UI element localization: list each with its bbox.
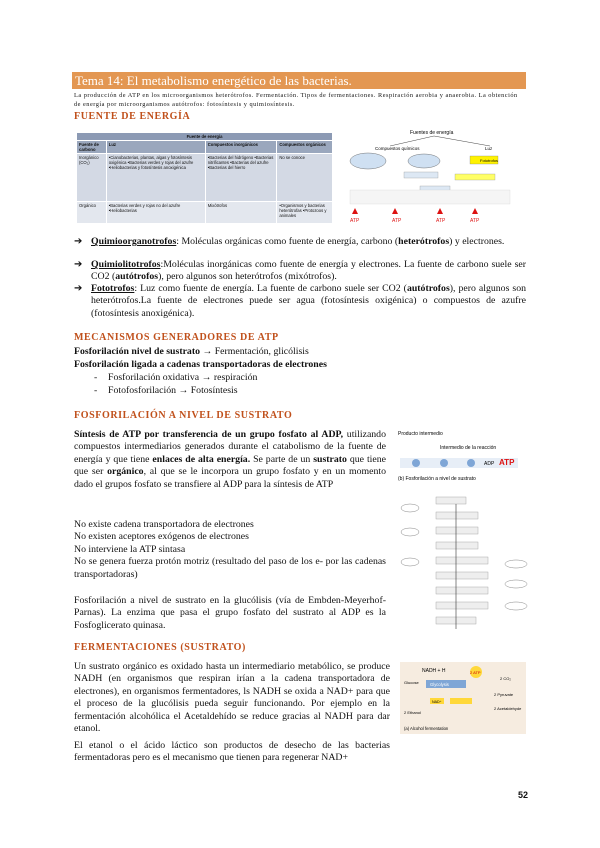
bullet-term: Fototrofos [91, 283, 135, 294]
atp-label: 2 ATP [470, 670, 481, 675]
table-cell: •Bacterias verdes y rojas no del azufre •Heliobacterias [106, 202, 205, 224]
table-cell: Orgánico [77, 202, 107, 224]
section-fermentaciones: FERMENTACIONES (SUSTRATO) [74, 642, 246, 653]
bullet-text: ) y electrones. [449, 236, 505, 247]
fosfo-paragraph [74, 429, 386, 491]
bullet-item [74, 236, 526, 248]
diagram-top-label: Fuentes de energía [410, 130, 454, 136]
fermentation-diagram [400, 662, 526, 734]
fosfo-text: Se parte de un [250, 453, 314, 465]
section-fosforilacion: FOSFORILACIÓN A NIVEL DE SUSTRATO [74, 410, 293, 421]
fosfo-line: No se genera fuerza protón motriz (resultado del paso de los e- por las cadenas transportadoras) [74, 556, 386, 580]
mecanismos-sub-text: Fotofosforilación → Fotosíntesis [108, 385, 238, 396]
table-cell: No se conoce [277, 154, 333, 202]
pyruvate-label: 2 Pyruvate [494, 692, 514, 697]
mecanismos-line [74, 359, 526, 371]
bullet-bold: heterótrofos [398, 236, 450, 247]
fosfo-text: que tiene que ser [74, 453, 386, 478]
bullet-term: Quimioorganotrofos [91, 236, 177, 247]
table-cell: •Organismos y bacterias heterótrofas •Protozoos y animales [277, 202, 333, 224]
bullet-item [74, 259, 526, 284]
diagram-left-label: Compuestos químicos [375, 146, 420, 151]
table-header: Fuente de carbono [77, 141, 107, 154]
page-title: Tema 14: El metabolismo energético de las bacterias. [75, 73, 352, 88]
title-bar [72, 72, 526, 89]
atp-label: ATP [350, 218, 360, 224]
fosfo-bold: orgánico [107, 466, 144, 478]
bullet-text: : Moléculas orgánicas como fuente de energía, carbono ( [176, 236, 399, 247]
table-header: Compuestos inorgánicos [205, 141, 277, 154]
atp-label: ATP [499, 458, 515, 467]
bullet-item [74, 283, 526, 320]
arrow-icon: ➔ [74, 236, 83, 247]
diagram-right-label: Luz [485, 146, 493, 151]
table-caption: Fuente de energía [77, 133, 333, 141]
diagram-caption: (b) Fosforilación a nivel de sustrato [398, 476, 476, 482]
atp-label: ATP [392, 218, 402, 224]
bullet-text: :Moléculas inorgánicas como fuente de energía y electrones. La fuente de carbono suele ser CO2 ( [91, 259, 526, 283]
atp-label: ATP [436, 218, 446, 224]
table-header: Compuestos orgánicos [277, 141, 333, 154]
intro-text: La producción de ATP en los microorganismos heterótrofos. Fermentación. Tipos de fermentaciones. Respiración aerobia y anaerobia. La obtención de energía por microorganismos autótrofos: fotosíntesis y quimiosíntesis. [74, 92, 518, 108]
fosfo-line: No existe cadena transportadora de electrones [74, 519, 254, 530]
fosfo-bold: sustrato [313, 453, 347, 465]
bullet-bold: autótrofos [406, 283, 450, 294]
diagram-label: Producto intermedio [398, 431, 443, 437]
bullet-text: ), pero algunos son heterótrofos.La fuente de electrones puede ser agua (fotosíntesis oxigénica) o compuestos de azufre (fotosíntesis anoxigénica). [91, 283, 526, 319]
table-cell: Mixótrofos [205, 202, 277, 224]
section-fuente: FUENTE DE ENERGÍA [74, 111, 191, 122]
bullet-term: Quimiolitotrofos [91, 259, 161, 270]
ethanol-label: 2 Ethanol [404, 710, 421, 715]
energy-table [76, 132, 333, 224]
mecanismos-sub: - Fotofosforilación → Fotosíntesis [94, 385, 238, 396]
nadh-label: NADH + H [422, 668, 446, 674]
glucose-label: Glucose [404, 680, 419, 685]
energy-table-figure [76, 132, 333, 224]
diagram-caption: (a) Alcohol fermentation [404, 726, 449, 731]
mecanismos-sub: - Fosforilación oxidativa → respiración [94, 372, 258, 383]
substrate-diagram [396, 428, 526, 486]
mecanismos-bold: Fosforilación ligada a cadenas transportadoras de electrones [74, 359, 327, 370]
fosfo-line: No interviene la ATP sintasa [74, 543, 186, 555]
fosfo-line: No existen aceptores exógenos de electrones [74, 531, 249, 543]
ferm-paragraph: Un sustrato orgánico es oxidado hasta un intermediario metabólico, se produce NADH (en organismos que respiran irían a la cadena transportadora de electrones), en organismos fermentadores, ls NADH se oxida a NAD+ para que el proceso de la glucólisis pueda seguir funcionando. Por ejemplo en la fermentación alcohólica el Acetaldehído se reduce gracias al NADH para dar etanol. [74, 661, 390, 735]
fosfo-lines [74, 519, 386, 581]
page-number: 52 [517, 790, 528, 800]
energy-diagram [340, 128, 528, 228]
fosfo-bold: Síntesis de ATP por transferencia de un grupo fosfato al ADP, [74, 429, 344, 440]
arrow-icon: ➔ [74, 283, 83, 294]
diagram-label: Intermedio de la reacción [440, 445, 497, 451]
acetaldehyde-label: 2 Acetaldehyde [494, 706, 522, 711]
bullet-bold: autótrofos [115, 271, 159, 283]
mecanismos-line [74, 346, 526, 358]
co2-label: 2 CO₂ [500, 676, 511, 681]
fosfo-text: utilizando compuestos intermediarios generados durante el catabolismo de la fuente de energía y que tiene [74, 429, 386, 465]
table-header: Luz [106, 141, 205, 154]
fosfo-paragraph-3: Fosforilación a nivel de sustrato en la glucólisis (vía de Embden-Meyerhof-Parnas). La enzima que pasa el grupo fosfato del sustrato al ADP es la Fosfoglicerato quinasa. [74, 595, 386, 631]
glycolysis-label: Glycolysis [430, 682, 449, 687]
diagram-fototrofos: Fototrofos [480, 158, 499, 163]
mecanismos-bold: Fosforilación nivel de sustrato [74, 346, 200, 357]
atp-label: ATP [470, 218, 480, 224]
mecanismos-text: → Fermentación, glicólisis [200, 346, 309, 357]
adp-label: ADP [484, 461, 495, 467]
mecanismos-sub-text: Fosforilación oxidativa → respiración [108, 372, 258, 383]
ferm-paragraph-2: El etanol o el ácido láctico son productos de desecho de las bacterias fermentadoras pero es el mecanismo que tienen para regenerar NAD+ [74, 740, 390, 764]
bullet-text: ), pero algunos son heterótrofos (mixótrofos). [158, 271, 337, 283]
fosfo-bold: enlaces de alta energía. [152, 453, 251, 465]
nad-label: NAD⁺ [432, 700, 442, 704]
arrow-icon: ➔ [74, 259, 83, 270]
table-cell: •Bacterias del hidrógeno •Bacterias nitrificantes •Bacterias del azufre •Bacterias del hierro [205, 154, 277, 202]
section-mecanismos: MECANISMOS GENERADORES DE ATP [74, 332, 279, 343]
table-cell: •Cianobacterias, plantas, algas y fotosíntesis oxigénica •Bacterias verdes y rojas del azufre •Heliobacterias y fotosíntesis anoxigénica [106, 154, 205, 202]
table-cell: Inorgánico (CO₂) [77, 154, 107, 202]
bullet-text: : Luz como fuente de energía. La fuente de carbono suele ser CO2 ( [134, 283, 407, 294]
glycolysis-diagram [396, 494, 530, 634]
fosfo-text: , al que se le incorpora un grupo fosfato y en un momento dado el grupos fosfato se transfiere al ADP para la síntesis de ATP [74, 466, 386, 490]
